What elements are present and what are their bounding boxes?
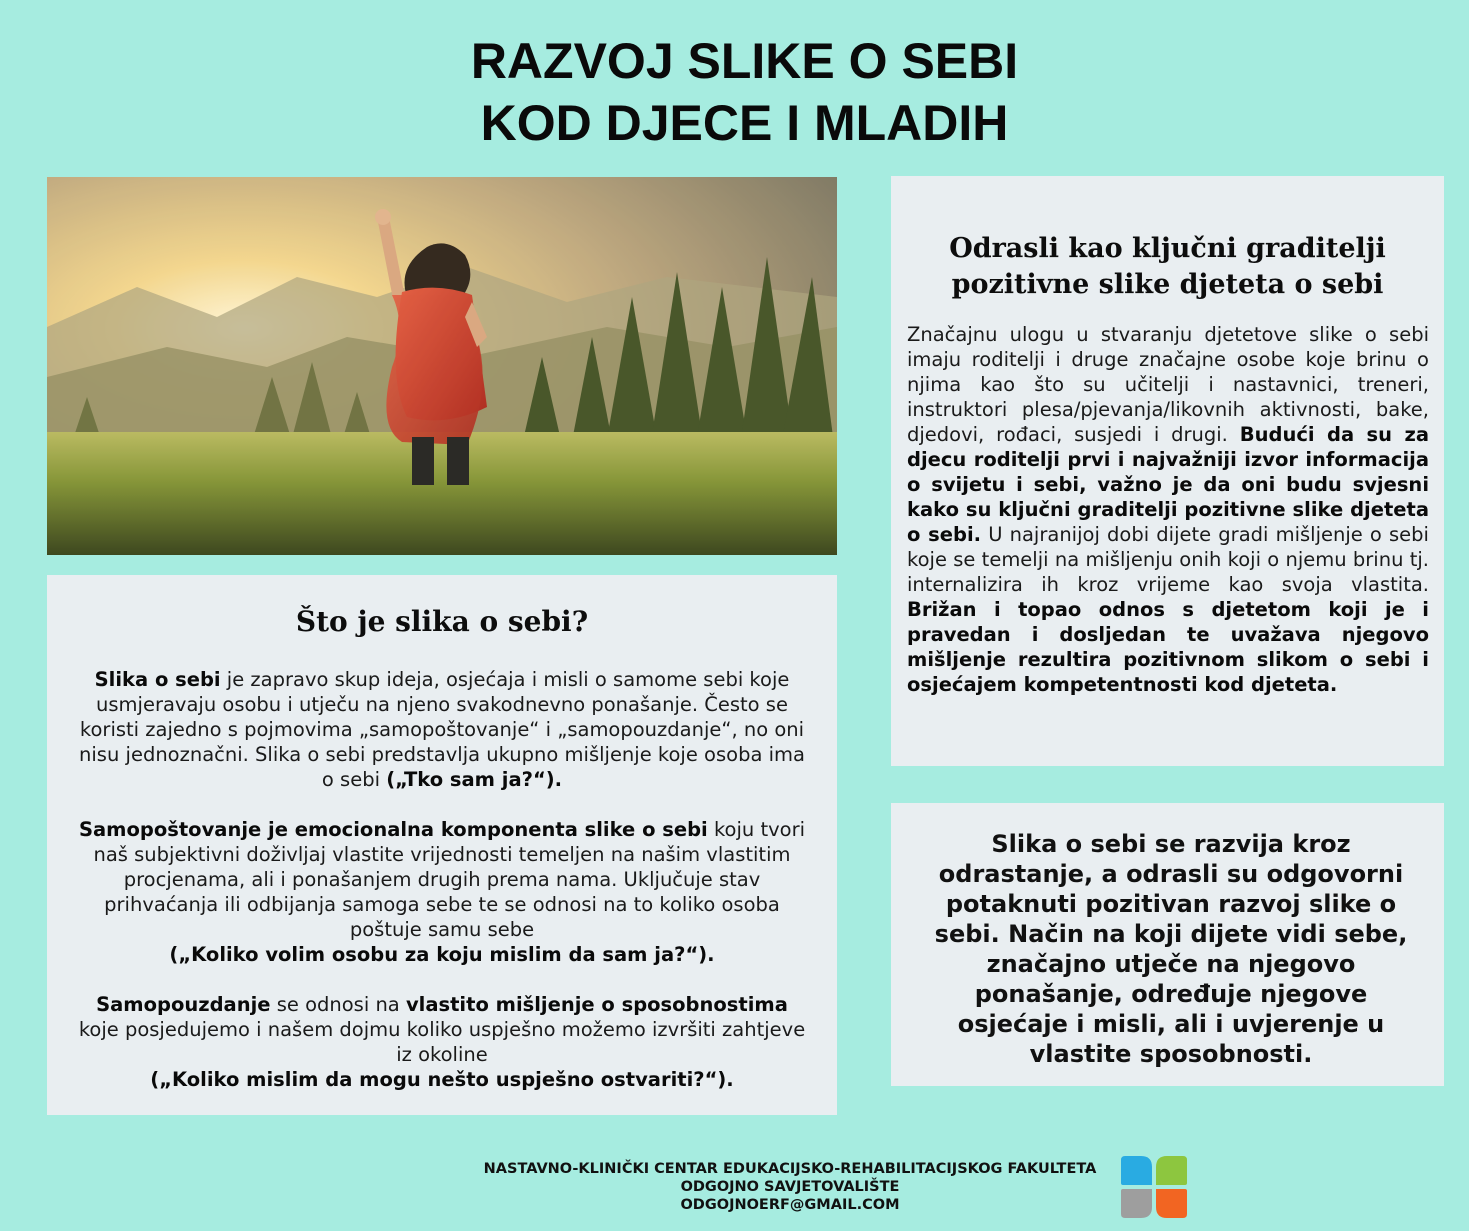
bold-question: („Koliko volim osobu za koju mislim da sam ja?“). xyxy=(169,943,715,966)
self-respect-paragraph xyxy=(77,817,807,967)
heading-line-1: Odrasli kao ključni graditelji xyxy=(949,233,1386,264)
self-image-paragraph xyxy=(77,667,807,792)
title-line-2: KOD DJECE I MLADIH xyxy=(480,95,1009,151)
summary-text: Slika o sebi se razvija kroz odrastanje, a odrasli su odgovorni potaknuti pozitivan razvoj slike o sebi. Način na koji dijete vidi sebe, značajno utječe na njegovo ponašanje, određuje njegove osjećaje i misli, ali i uvjerenje u vlastite sposobnosti. xyxy=(934,830,1408,1068)
self-image-body xyxy=(77,667,807,1117)
footer-email[interactable]: ODGOJNOERF@GMAIL.COM xyxy=(680,1197,900,1213)
child-superhero-photo xyxy=(47,177,837,555)
page-title xyxy=(0,30,1469,154)
adults-builders-card xyxy=(891,176,1444,766)
paragraph-text: koje posjedujemo i našem dojmu koliko uspješno možemo izvršiti zahtjeve iz okoline xyxy=(78,1018,806,1066)
what-is-self-image-card xyxy=(47,575,837,1115)
footer-department: ODGOJNO SAVJETOVALIŠTE xyxy=(680,1179,900,1195)
footer xyxy=(440,1160,1140,1214)
paragraph-text: Značajnu ulogu u stvaranju djetetove slike o sebi imaju roditelji i druge značajne osobe koje brinu o njima kao što su učitelji i nastavnici, treneri, instruktori plesa/pjevanja/likovnih aktivnosti, bake, djedovi, rođaci, susjedi i drugi. xyxy=(907,323,1429,446)
bold-statement: Brižan i topao odnos s djetetom koji je i pravedan i dosljedan te uvažava njegovo mišljenje rezultira pozitivnom slikom o sebi i osjećajem kompetentnosti kod djeteta. xyxy=(907,598,1429,696)
title-line-1: RAZVOJ SLIKE O SEBI xyxy=(470,33,1019,89)
four-leaf-logo-icon xyxy=(1121,1156,1187,1218)
paragraph-text: koju tvori naš subjektivni doživljaj vlastite vrijednosti temeljen na našim vlastitim procjenama, ali i ponašanjem drugih prema nama. Uključuje stav prihvaćanja ili odbijanja samoga sebe te se odnosi na to koliko osoba poštuje samu sebe xyxy=(93,818,806,941)
self-image-heading: Što je slika o sebi? xyxy=(295,605,589,638)
bold-phrase: vlastito mišljenje o sposobnostima xyxy=(405,993,788,1016)
paragraph-text: je zapravo skup ideja, osjećaja i misli o samome sebi koje usmjeravaju osobu i utječu na njeno svakodnevno ponašanje. Često se koristi zajedno s pojmovima „samopoštovanje“ i „samopouzdanje“, no oni nisu jednoznačni. Slika o sebi predstavlja ukupno mišljenje koje osoba ima o sebi xyxy=(79,668,805,791)
bold-question: („Tko sam ja?“). xyxy=(386,768,563,791)
bold-term: Slika o sebi xyxy=(94,668,221,691)
adults-heading xyxy=(891,231,1444,303)
heading-line-2: pozitivne slike djeteta o sebi xyxy=(951,269,1384,300)
bold-term: Samopouzdanje xyxy=(96,993,271,1016)
paragraph-text: se odnosi na xyxy=(270,993,406,1016)
self-confidence-paragraph xyxy=(77,992,807,1092)
bold-term: Samopoštovanje je emocionalna komponenta slike o sebi xyxy=(78,818,708,841)
footer-institution: NASTAVNO-KLINIČKI CENTAR EDUKACIJSKO-REHABILITACIJSKOG FAKULTETA xyxy=(483,1161,1097,1177)
bold-question: („Koliko mislim da mogu nešto uspješno ostvariti?“). xyxy=(150,1068,734,1091)
summary-card xyxy=(891,803,1444,1086)
adults-body xyxy=(907,322,1429,697)
paragraph-text: U najranijoj dobi dijete gradi mišljenje o sebi koje se temelji na mišljenju onih koji o njemu brinu tj. internalizira ih kroz vrijeme kao svoja vlastita. xyxy=(907,523,1429,596)
bold-statement: Budući da su za djecu roditelji prvi i najvažniji izvor informacija o svijetu i sebi, važno je da oni budu svjesni kako su ključni graditelji pozitivne slike djeteta o sebi. xyxy=(907,423,1429,546)
